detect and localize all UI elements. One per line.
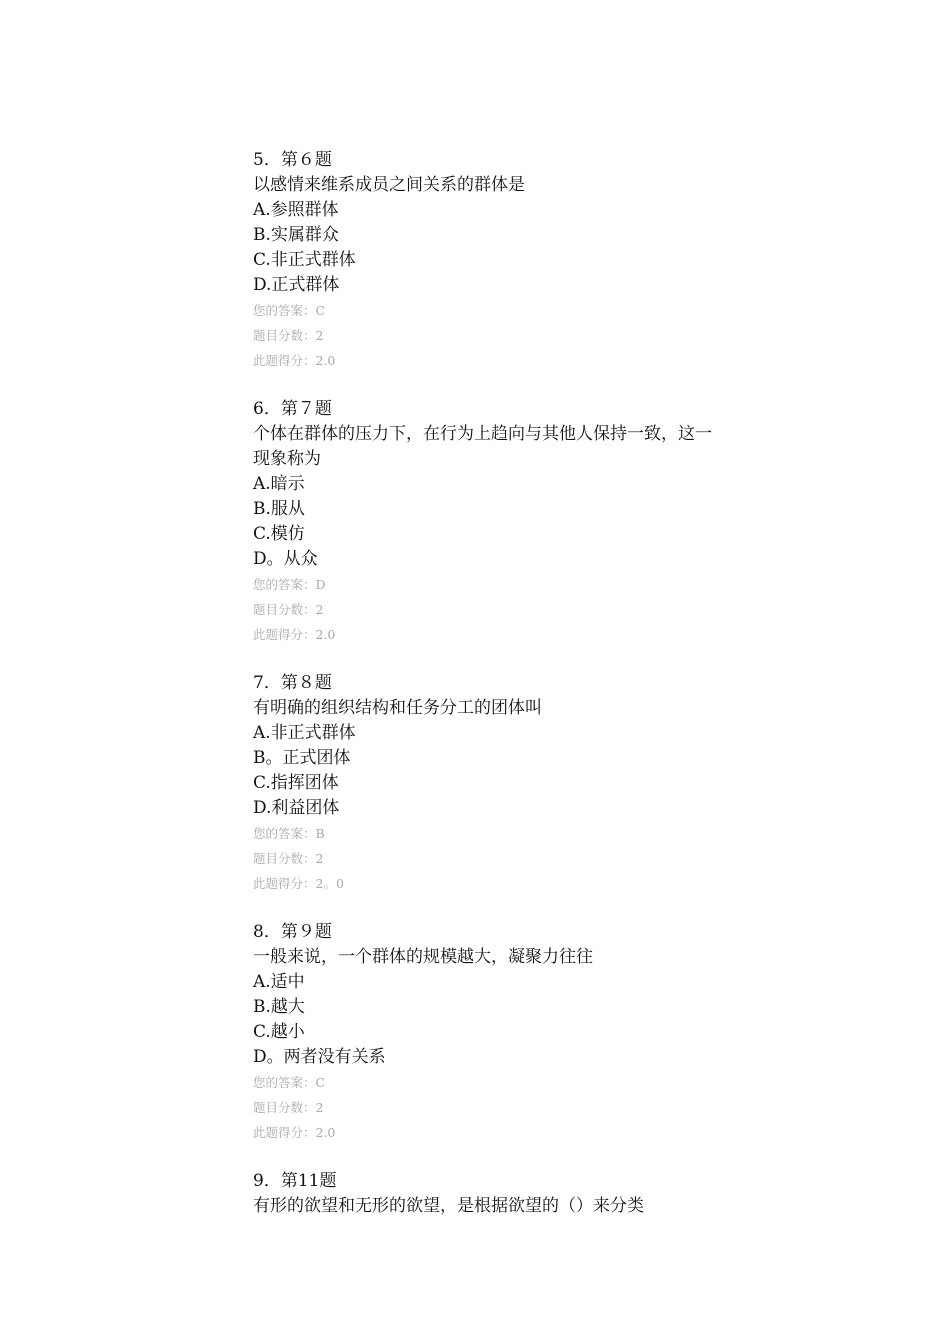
your-answer: 您的答案：C (253, 1075, 326, 1090)
result-info (253, 298, 713, 373)
option-c: C.越小 (253, 1022, 305, 1042)
option-a: A.暗示 (253, 474, 305, 494)
option-d: D.利益团体 (253, 798, 340, 818)
question-list (253, 148, 713, 1219)
earned-score: 此题得分：2.0 (253, 353, 336, 368)
question-stem: 以感情来维系成员之间关系的群体是 (253, 175, 525, 195)
result-info (253, 1070, 713, 1145)
question-stem: 个体在群体的压力下，在行为上趋向与其他人保持一致，这一现象称为 (253, 424, 712, 469)
question-header: 8．第９题 (253, 922, 332, 942)
earned-score: 此题得分：2。0 (253, 876, 344, 891)
question-stem: 有明确的组织结构和任务分工的团体叫 (253, 698, 542, 718)
your-answer: 您的答案：C (253, 303, 326, 318)
question-item (253, 397, 713, 647)
question-item (253, 671, 713, 896)
your-answer: 您的答案：D (253, 577, 326, 592)
option-list (253, 721, 713, 821)
option-b: B.越大 (253, 997, 305, 1017)
option-b: B.实属群众 (253, 225, 339, 245)
option-d: D。两者没有关系 (253, 1047, 386, 1067)
option-a: A.参照群体 (253, 200, 339, 220)
question-header: 7．第８题 (253, 673, 332, 693)
option-a: A.适中 (253, 972, 305, 992)
question-header: 9．第11题 (253, 1171, 337, 1191)
result-info (253, 821, 713, 896)
option-d: D.正式群体 (253, 275, 340, 295)
your-answer: 您的答案：B (253, 826, 325, 841)
option-list (253, 198, 713, 298)
question-stem: 有形的欲望和无形的欲望，是根据欲望的（）来分类 (253, 1196, 644, 1216)
option-c: C.非正式群体 (253, 250, 356, 270)
option-c: C.模仿 (253, 524, 305, 544)
question-score: 题目分数：2 (253, 851, 324, 866)
result-info (253, 572, 713, 647)
option-c: C.指挥团体 (253, 773, 339, 793)
option-list (253, 970, 713, 1070)
earned-score: 此题得分：2.0 (253, 1125, 336, 1140)
question-header: 6．第７题 (253, 399, 332, 419)
option-list (253, 472, 713, 572)
question-item (253, 920, 713, 1145)
question-item (253, 148, 713, 373)
question-score: 题目分数：2 (253, 328, 324, 343)
question-stem: 一般来说，一个群体的规模越大，凝聚力往往 (253, 947, 593, 967)
question-score: 题目分数：2 (253, 602, 324, 617)
option-b: B。正式团体 (253, 748, 351, 768)
option-b: B.服从 (253, 499, 305, 519)
earned-score: 此题得分：2.0 (253, 627, 336, 642)
question-score: 题目分数：2 (253, 1100, 324, 1115)
question-item (253, 1169, 713, 1219)
question-header: 5．第６题 (253, 150, 332, 170)
option-d: D。从众 (253, 549, 318, 569)
option-a: A.非正式群体 (253, 723, 356, 743)
